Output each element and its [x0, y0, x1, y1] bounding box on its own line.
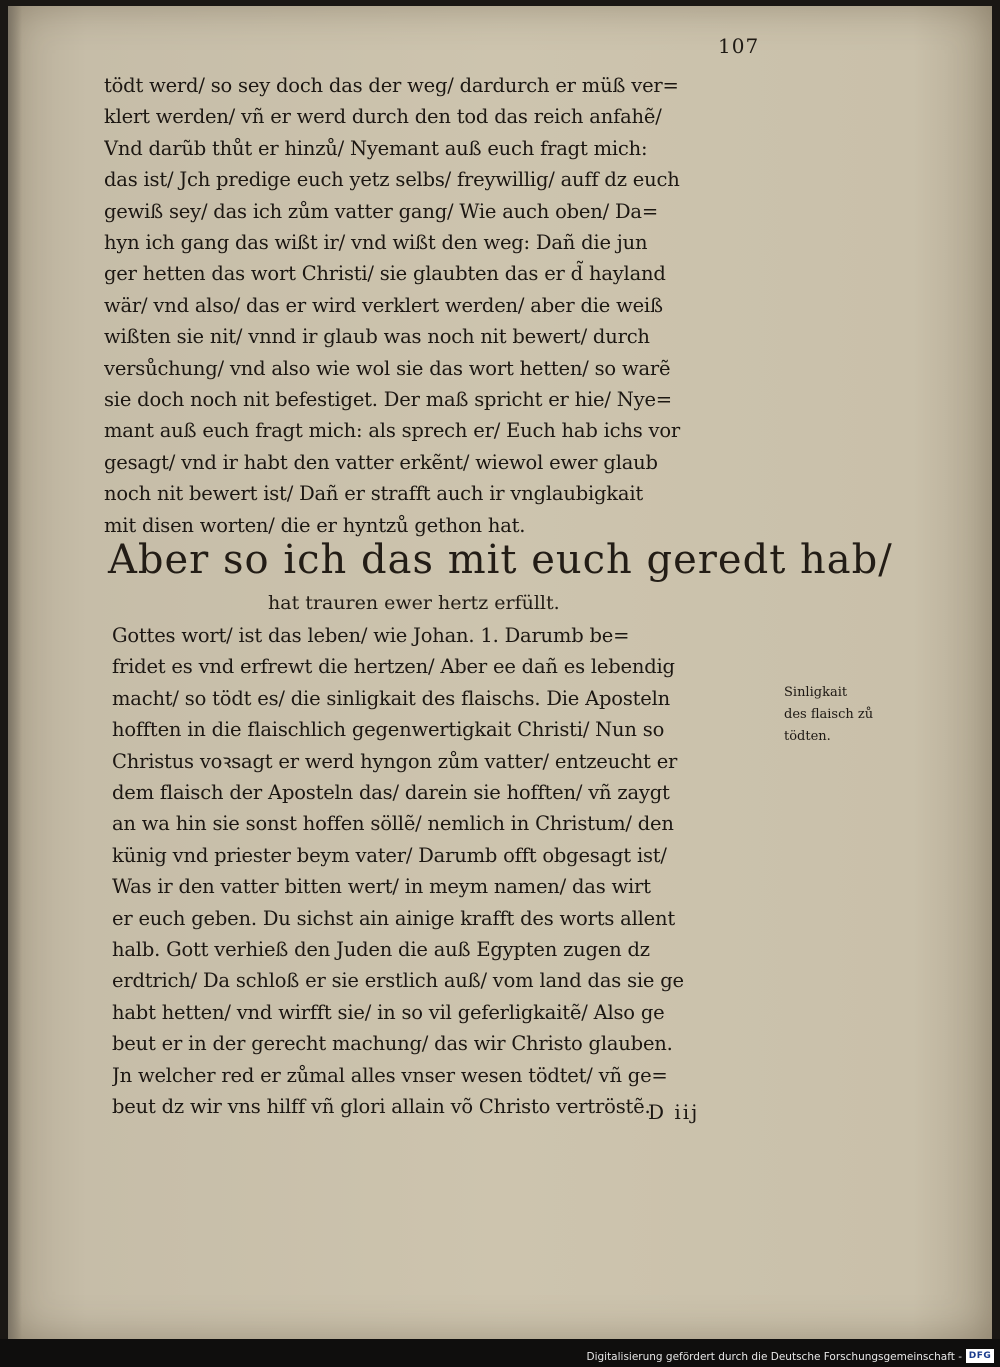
text-line: erdtrich/ Da schloß er sie erstlich auß/ vom land das sie ge	[112, 969, 684, 993]
text-line: das ist/ Jch predige euch yetz selbs/ freywillig/ auff dz euch	[104, 168, 680, 192]
text-line: sie doch noch nit befestiget. Der maß spricht er hie/ Nye=	[104, 388, 672, 412]
text-line: wär/ vnd also/ das er wird verklert werden/ aber die weiß	[104, 293, 663, 317]
text-line: Vnd darũb thůt er hinzů/ Nyemant auß euch fragt mich:	[104, 136, 648, 160]
body-text-bottom	[112, 620, 792, 1123]
margin-note-line: des flaisch zů	[784, 707, 874, 722]
footer-credit: Digitalisierung gefördert durch die Deutsche Forschungsgemeinschaft -	[586, 1351, 962, 1363]
text-line: noch nit bewert ist/ Dañ er strafft auch ir vnglaubigkait	[104, 482, 644, 506]
text-line: fridet es vnd erfrewt die hertzen/ Aber ee dañ es lebendig	[112, 655, 675, 679]
margin-note	[784, 682, 914, 748]
section-heading: Aber so ich das mit euch geredt hab/	[108, 537, 893, 583]
text-line: dem flaisch der Aposteln das/ darein sie hofften/ vñ zaygt	[112, 781, 670, 805]
text-line: mant auß euch fragt mich: als sprech er/ Euch hab ichs vor	[104, 419, 681, 443]
section-subheading: hat trauren ewer hertz erfüllt.	[268, 592, 560, 614]
text-line: wißten sie nit/ vnnd ir glaub was noch nit bewert/ durch	[104, 325, 650, 349]
body-text-top	[104, 70, 784, 541]
text-line: macht/ so tödt es/ die sinligkait des flaischs. Die Aposteln	[112, 686, 671, 710]
signature-mark: D iij	[648, 1100, 700, 1124]
text-line: beut dz wir vns hilff vñ glori allain võ Christo vertröstẽ.	[112, 1095, 651, 1119]
margin-note-line: tödten.	[784, 729, 831, 744]
text-line: habt hetten/ vnd wirfft sie/ in so vil geferligkaitẽ/ Also ge	[112, 1000, 665, 1024]
text-line: ger hetten das wort Christi/ sie glaubten das er d̃ hayland	[104, 262, 666, 286]
text-line: gewiß sey/ das ich zům vatter gang/ Wie auch oben/ Da=	[104, 199, 658, 223]
text-line: halb. Gott verhieß den Juden die auß Egypten zugen dz	[112, 938, 650, 962]
text-line: an wa hin sie sonst hoffen söllẽ/ nemlich in Christum/ den	[112, 812, 674, 836]
text-line: klert werden/ vñ er werd durch den tod das reich anfahẽ/	[104, 105, 662, 129]
text-line: beut er in der gerecht machung/ das wir Christo glauben.	[112, 1032, 673, 1056]
text-line: mit disen worten/ die er hyntzů gethon hat.	[104, 513, 526, 537]
text-line: tödt werd/ so sey doch das der weg/ dardurch er müß ver=	[104, 74, 679, 97]
text-line: Gottes wort/ ist das leben/ wie Johan. 1. Darumb be=	[112, 624, 630, 647]
footer-bar	[0, 1339, 1000, 1367]
text-line: hofften in die flaischlich gegenwertigkait Christi/ Nun so	[112, 718, 665, 742]
book-page	[8, 6, 992, 1339]
text-line: gesagt/ vnd ir habt den vatter erkẽnt/ wiewol ewer glaub	[104, 450, 658, 474]
text-line: Christus voꝛsagt er werd hyngon zům vatter/ entzeucht er	[112, 749, 678, 773]
dfg-logo: DFG	[966, 1349, 994, 1363]
text-line: hyn ich gang das wißt ir/ vnd wißt den weg: Dañ die jun	[104, 231, 648, 255]
text-line: versůchung/ vnd also wie wol sie das wort hetten/ so warẽ	[104, 356, 671, 380]
page-number: 107	[718, 34, 760, 58]
text-line: künig vnd priester beym vater/ Darumb offt obgesagt ist/	[112, 843, 667, 867]
margin-note-line: Sinligkait	[784, 685, 848, 700]
text-line: er euch geben. Du sichst ain ainige krafft des worts allent	[112, 906, 675, 930]
text-line: Was ir den vatter bitten wert/ in meym namen/ das wirt	[112, 875, 651, 899]
text-line: Jn welcher red er zůmal alles vnser wesen tödtet/ vñ ge=	[112, 1063, 668, 1087]
